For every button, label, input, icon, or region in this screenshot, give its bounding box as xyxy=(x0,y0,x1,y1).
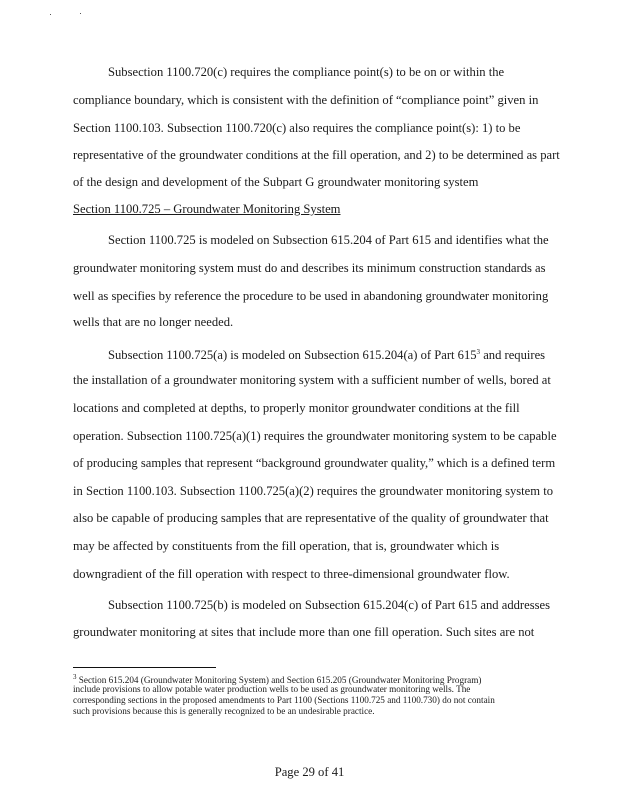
footnote-line: corresponding sections in the proposed amendments to Part 1100 (Sections 1100.725 and 1100.730) do not contain xyxy=(73,695,495,705)
text-line: also be capable of producing samples that are representative of the quality of groundwater that xyxy=(73,511,549,525)
text-line: the installation of a groundwater monitoring system with a sufficient number of wells, bored at xyxy=(73,373,551,387)
page-number: Page 29 of 41 xyxy=(274,765,345,779)
footnote-line: include provisions to allow potable water production wells to be used as groundwater monitoring wells. The xyxy=(73,684,471,694)
text-line: Subsection 1100.720(c) requires the compliance point(s) to be on or within the xyxy=(108,65,505,79)
text-span: Subsection 1100.725(a) is modeled on Subsection 615.204(a) of Part 615 xyxy=(108,348,477,363)
text-line: representative of the groundwater conditions at the fill operation, and 2) to be determined as part xyxy=(73,148,560,162)
scan-speck xyxy=(80,13,81,14)
text-line: Section 1100.725 is modeled on Subsection 615.204 of Part 615 and identifies what the xyxy=(108,233,549,247)
text-line: Subsection 1100.725(b) is modeled on Subsection 615.204(c) of Part 615 and addresses xyxy=(108,598,550,612)
text-line: groundwater monitoring at sites that include more than one fill operation. Such sites are not xyxy=(73,625,535,639)
text-line: may be affected by constituents from the fill operation, that is, groundwater which is xyxy=(73,539,500,553)
text-line: wells that are no longer needed. xyxy=(73,315,234,329)
section-heading: Section 1100.725 – Groundwater Monitoring System xyxy=(73,202,341,216)
text-line: well as specifies by reference the procedure to be used in abandoning groundwater monitoring xyxy=(73,289,549,303)
footnote-separator xyxy=(73,667,216,668)
footnote-number: 3 xyxy=(73,673,77,681)
text-line: locations and completed at depths, to properly monitor groundwater conditions at the fill xyxy=(73,401,520,415)
text-line: in Section 1100.103. Subsection 1100.725(a)(2) requires the groundwater monitoring system to xyxy=(73,484,553,498)
text-line: compliance boundary, which is consistent with the definition of “compliance point” given in xyxy=(73,93,539,107)
text-line: operation. Subsection 1100.725(a)(1) requires the groundwater monitoring system to be capable xyxy=(73,429,557,443)
text-span: Section 615.204 (Groundwater Monitoring System) and Section 615.205 (Groundwater Monitoring Program) xyxy=(76,675,482,686)
scan-speck xyxy=(50,14,51,15)
text-line xyxy=(108,344,545,363)
text-line: Section 1100.103. Subsection 1100.720(c) also requires the compliance point(s): 1) to be xyxy=(73,121,521,135)
text-line: groundwater monitoring system must do and describes its minimum construction standards as xyxy=(73,261,546,275)
text-line: of the design and development of the Subpart G groundwater monitoring system xyxy=(73,175,479,189)
footnote-line: such provisions because this is generally recognized to be an undesirable practice. xyxy=(73,706,375,716)
text-line: downgradient of the fill operation with respect to three-dimensional groundwater flow. xyxy=(73,567,510,581)
text-span: and requires xyxy=(480,348,546,363)
footnote-ref[interactable]: 3 xyxy=(476,348,481,356)
text-line: of producing samples that represent “background groundwater quality,” which is a defined term xyxy=(73,456,556,470)
